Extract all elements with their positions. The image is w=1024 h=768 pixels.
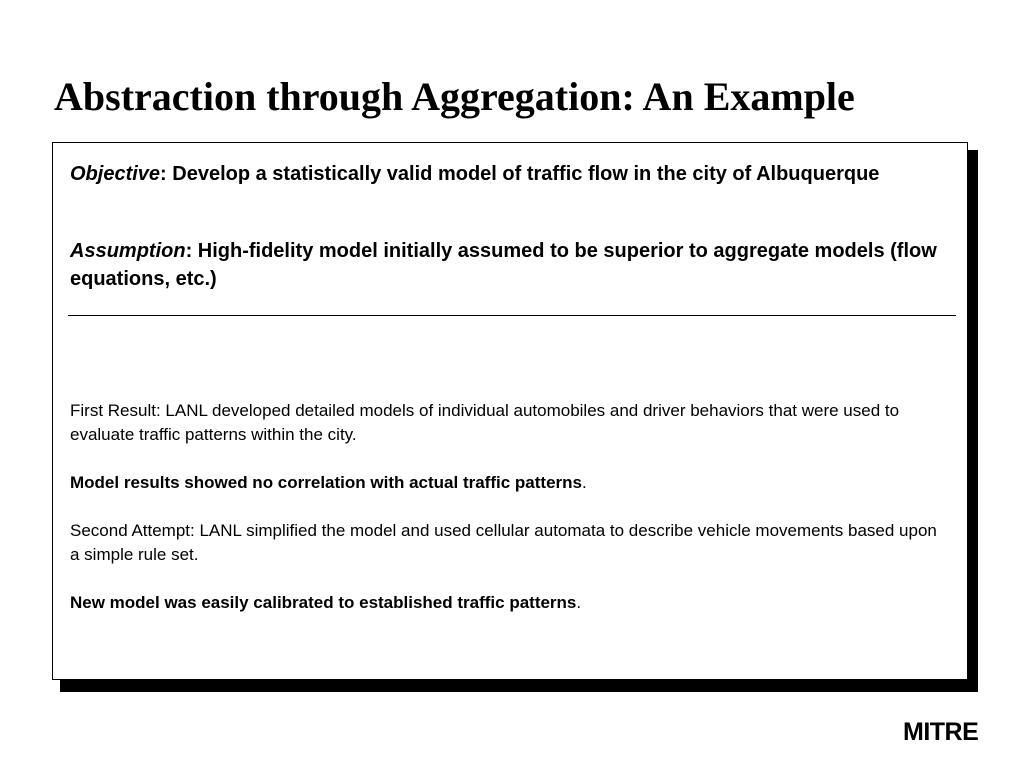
objective-paragraph (70, 160, 950, 188)
no-correlation-bold-text: Model results showed no correlation with actual traffic patterns (70, 473, 582, 492)
section-divider (68, 315, 956, 316)
slide-title: Abstraction through Aggregation: An Example (54, 74, 855, 119)
second-attempt-paragraph: Second Attempt: LANL simplified the model and used cellular automata to describe vehicle movements based upon a simple rule set. (70, 521, 937, 564)
no-correlation-period: . (581, 473, 587, 492)
assumption-colon: : (185, 240, 198, 262)
calibrated-period: . (576, 593, 582, 612)
content-panel (52, 142, 968, 680)
assumption-paragraph (70, 237, 950, 293)
assumption-label: Assumption (70, 240, 186, 262)
calibrated-paragraph (70, 591, 950, 615)
assumption-text: High-fidelity model initially assumed to be superior to aggregate models (flow equations, etc.) (70, 240, 937, 290)
objective-text: Develop a statistically valid model of traffic flow in the city of Albuquerque (172, 163, 880, 185)
objective-colon: : (160, 163, 173, 185)
no-correlation-paragraph (70, 471, 950, 495)
mitre-logo (903, 712, 983, 746)
first-result-paragraph: First Result: LANL developed detailed models of individual automobiles and driver behaviors that were used to evaluate traffic patterns within the city. (70, 401, 900, 444)
calibrated-bold-text: New model was easily calibrated to established traffic patterns (70, 593, 577, 612)
objective-label: Objective (70, 163, 161, 185)
mitre-logo-wordmark: MITRE (903, 718, 979, 746)
